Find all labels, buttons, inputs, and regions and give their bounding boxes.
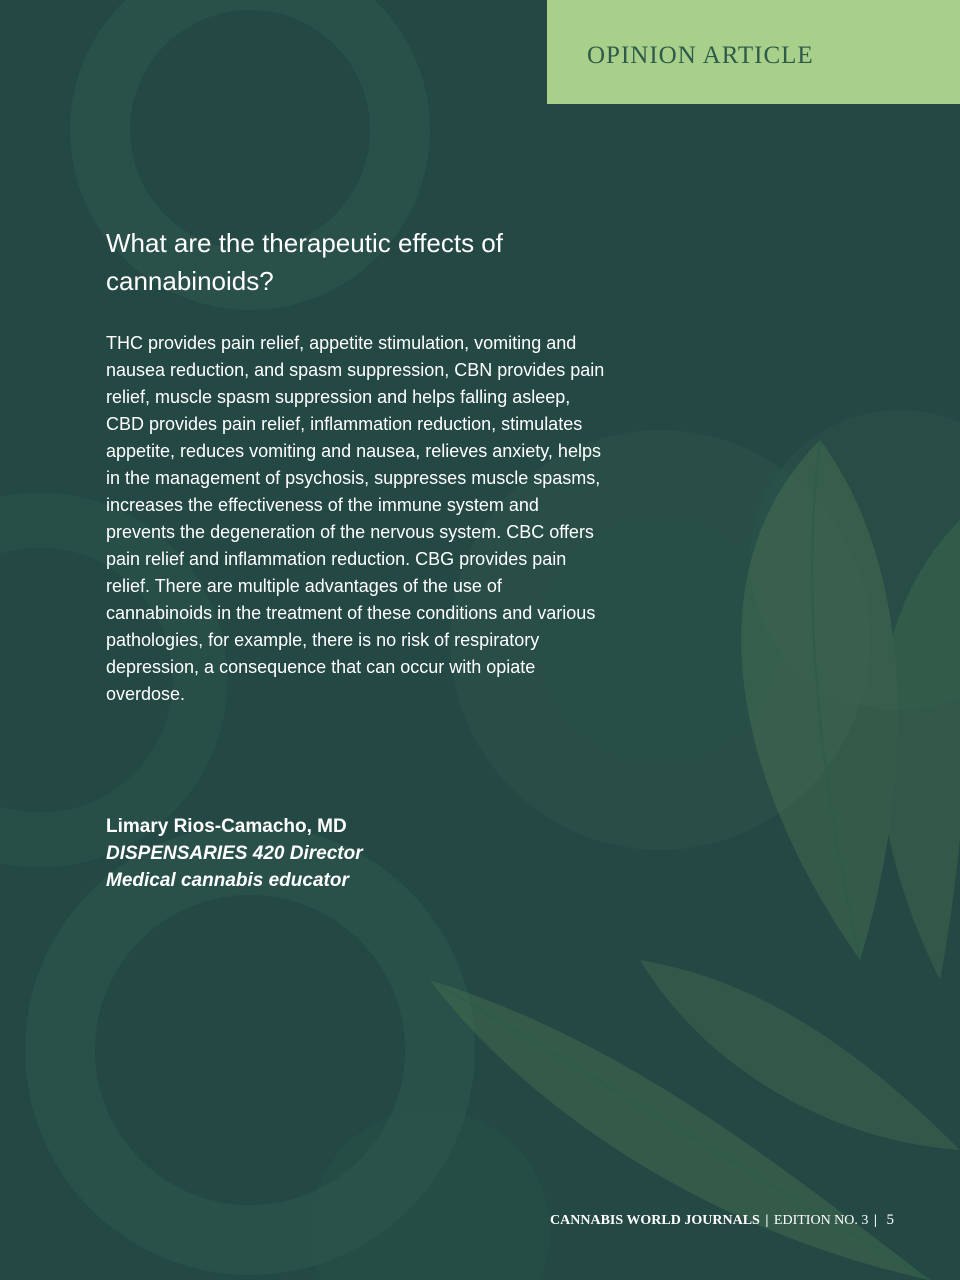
page-footer: [550, 1212, 894, 1229]
article-body: THC provides pain relief, appetite stimulation, vomiting and nausea reduction, and spasm suppression, CBN provides pain relief, muscle spasm suppression and helps falling asleep, CBD provides pain relief, inflammation reduction, stimulates appetite, reduces vomiting and nausea, relieves anxiety, helps in the management of psychosis, suppresses muscle spasms, increases the effectiveness of the immune system and prevents the degeneration of the nervous system. CBC offers pain relief and inflammation reduction. CBG provides pain relief. There are multiple advantages of the use of cannabinoids in the treatment of these conditions and various pathologies, for example, there is no risk of respiratory depression, a consequence that can occur with opiate overdose.: [106, 333, 605, 704]
page-number: 5: [886, 1212, 894, 1228]
article-heading-line1: What are the therapeutic effects of: [106, 228, 503, 258]
footer-separator-2: |: [873, 1213, 877, 1228]
category-tab: [547, 0, 960, 104]
author-block: [106, 813, 363, 894]
author-title: Medical cannabis educator: [106, 870, 349, 891]
article-heading-line2: cannabinoids?: [106, 266, 274, 296]
article-heading: [106, 224, 606, 300]
footer-journal-name: CANNABIS WORLD JOURNALS: [550, 1213, 760, 1228]
author-role: DISPENSARIES 420 Director: [106, 843, 363, 864]
footer-edition: EDITION NO. 3: [773, 1213, 869, 1228]
author-name: Limary Rios-Camacho, MD: [106, 816, 347, 837]
article: [106, 224, 606, 708]
category-label: OPINION ARTICLE: [587, 42, 814, 69]
footer-separator: |: [765, 1213, 769, 1228]
